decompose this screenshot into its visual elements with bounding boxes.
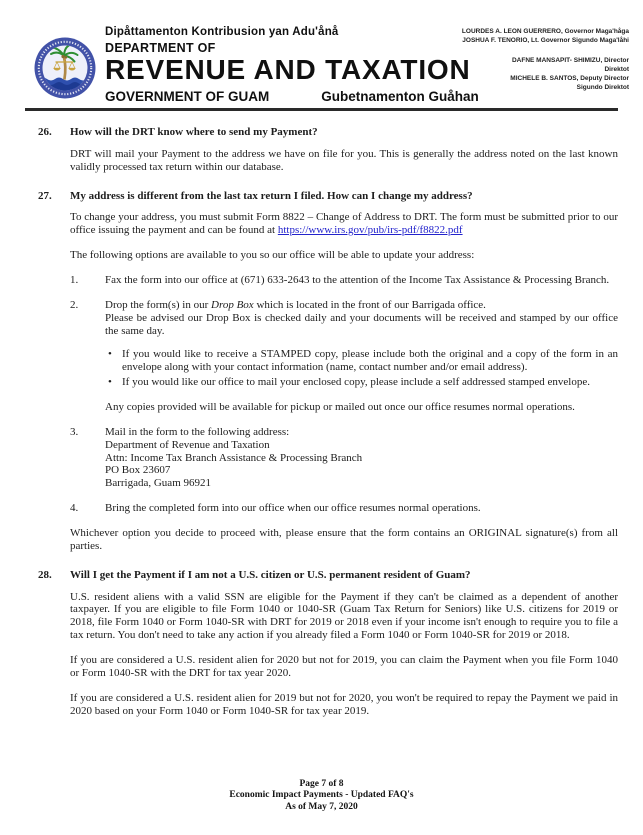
q27-paragraph-1 <box>70 211 618 237</box>
governor-line: LOURDES A. LEON GUERRERO, Governor Maga'håga <box>461 28 629 35</box>
government-of-guam-label: GOVERNMENT OF GUAM <box>105 88 270 104</box>
option-1 <box>70 274 618 287</box>
page-footer <box>0 779 643 813</box>
deputy-director-line: MICHELE B. SANTOS, Deputy Director <box>510 75 629 82</box>
option-number: 1. <box>70 274 79 287</box>
agency-titles <box>105 26 479 104</box>
drt-guam-seal-icon <box>33 36 97 100</box>
bullet-icon <box>108 348 122 374</box>
option-4-text: Bring the completed form into our office when our office resumes normal operations. <box>105 502 481 515</box>
bullet-icon <box>108 376 122 389</box>
elected-officials <box>462 27 629 45</box>
footer-document-title: Economic Impact Payments - Updated FAQ's <box>229 790 414 801</box>
address-line: Barrigada, Guam 96921 <box>105 477 211 490</box>
option-2 <box>70 299 618 338</box>
director-chamorro-line: Direktot <box>604 66 629 73</box>
government-line <box>105 89 479 104</box>
q26-answer: DRT will mail your Payment to the address we have on file for you. This is generally the address noted on the last known validly processed tax return within our database. <box>70 147 618 173</box>
option-number: 4. <box>70 502 79 515</box>
option-3-text <box>105 426 618 490</box>
q28-paragraph-2: If you are considered a U.S. resident alien for 2020 but not for 2019, you can claim the Payment when you file Form 1040 or Form 1040-SR with the DRT for tax year 2020. <box>70 654 618 679</box>
question-row <box>38 126 618 139</box>
q27-closing: Whichever option you decide to proceed with, please ensure that the form contains an ORIGINAL signature(s) from all parties. <box>70 527 618 552</box>
question-row <box>38 569 618 582</box>
option-2-line1-after: which is located in the front of our Barrigada office. <box>253 298 486 311</box>
agency-officials <box>462 56 629 92</box>
bullet-text: If you would like to receive a STAMPED copy, please include both the original and a copy of the form in an envelope along with your contact information (name, contact number and/or email address). <box>122 348 618 374</box>
option-4 <box>70 502 618 515</box>
faq-item-28 <box>38 569 618 718</box>
option-2-line1-before: Drop the form(s) in our <box>105 298 212 311</box>
address-line: Department of Revenue and Taxation <box>105 438 270 451</box>
question-text: Will I get the Payment if I am not a U.S. citizen or U.S. permanent resident of Guam? <box>70 568 471 581</box>
department-of-label: DEPARTMENT OF <box>105 41 216 55</box>
agency-title-chamorro: Dipåttamenton Kontribusion yan Adu'ånå <box>105 26 339 38</box>
answer-body <box>70 148 618 174</box>
bullet-item <box>108 376 618 389</box>
option-number: 3. <box>70 425 79 438</box>
answer-body <box>70 591 618 718</box>
option-2-line2: Please be advised our Drop Box is checked daily and your documents will be received and stamped by our office the same day. <box>105 311 618 337</box>
page-number: Page 7 of 8 <box>299 779 344 789</box>
letterhead <box>0 0 643 112</box>
option-3 <box>70 426 618 490</box>
director-line: DAFNE MANSAPIT- SHIMIZU, Director <box>511 57 629 64</box>
address-line: PO Box 23607 <box>105 464 171 477</box>
faq-item-26 <box>38 126 618 174</box>
question-number: 28. <box>38 568 52 581</box>
lt-governor-line: JOSHUA F. TENORIO, Lt. Governor Sigundo Maga'låhi <box>462 37 629 44</box>
officials-block <box>462 27 629 92</box>
bullet-item <box>108 348 618 374</box>
option-3-intro: Mail in the form to the following address: <box>105 425 290 438</box>
option-1-text: Fax the form into our office at (671) 633-2643 to the attention of the Income Tax Assistance & Processing Branch. <box>105 274 610 287</box>
q28-paragraph-3: If you are considered a U.S. resident alien for 2019 but not for 2020, you won't be required to repay the Payment we paid in 2020 based on your Form 1040 or Form 1040-SR for tax year 2019. <box>70 691 618 717</box>
option-2-bullet-list <box>108 348 618 389</box>
agency-title-main: REVENUE AND TAXATION <box>105 54 471 85</box>
question-row <box>38 190 618 203</box>
address-line: Attn: Income Tax Branch Assistance & Processing Branch <box>105 451 363 464</box>
bullet-text: If you would like our office to mail your enclosed copy, please include a self addressed stamped envelope. <box>122 376 590 389</box>
faq-item-27 <box>38 190 618 553</box>
q28-paragraph-1: U.S. resident aliens with a valid SSN are eligible for the Payment if they can't be claimed as a dependent of another taxpayer. If you are eligible to file Form 1040 or 1040-SR (Guam Tax Return for Seniors) like U.S. citizens for 2019 or 2018, file Form 1040 or Form 1040-SR with DRT for 2019 or 2018 even if your income isn't enough to require you to file a tax return. You don't need to take any action if you already filed a Form 1040 or Form 1040-SR for 2019 or 2018. <box>70 590 618 642</box>
drop-box-italic: Drop Box <box>211 298 254 311</box>
q27-p1-text: To change your address, you must submit Form 8822 – Change of Address to DRT. The form must be submitted prior to our office issuing the payment and can be found at <box>70 211 618 237</box>
option-number: 2. <box>70 298 79 311</box>
footer-as-of-date: As of May 7, 2020 <box>285 801 358 812</box>
question-text: How will the DRT know where to send my Payment? <box>70 126 318 138</box>
option-2-text <box>105 299 618 338</box>
q27-paragraph-2: The following options are available to you so our office will be able to update your address: <box>70 249 475 262</box>
irs-form-8822-link[interactable]: https://www.irs.gov/pub/irs-pdf/f8822.pdf <box>277 224 463 237</box>
header-divider <box>25 108 618 111</box>
answer-body <box>70 211 618 552</box>
deputy-director-chamorro-line: Sigundo Direktot <box>576 84 629 91</box>
faq-content <box>38 126 618 718</box>
question-number: 26. <box>38 126 52 138</box>
question-number: 27. <box>38 189 52 202</box>
government-chamorro-label: Gubetnamenton Guåhan <box>321 88 479 104</box>
option-2-note: Any copies provided will be available for pickup or mailed out once our office resumes normal operations. <box>105 401 575 414</box>
question-text: My address is different from the last tax return I filed. How can I change my address? <box>70 189 473 202</box>
